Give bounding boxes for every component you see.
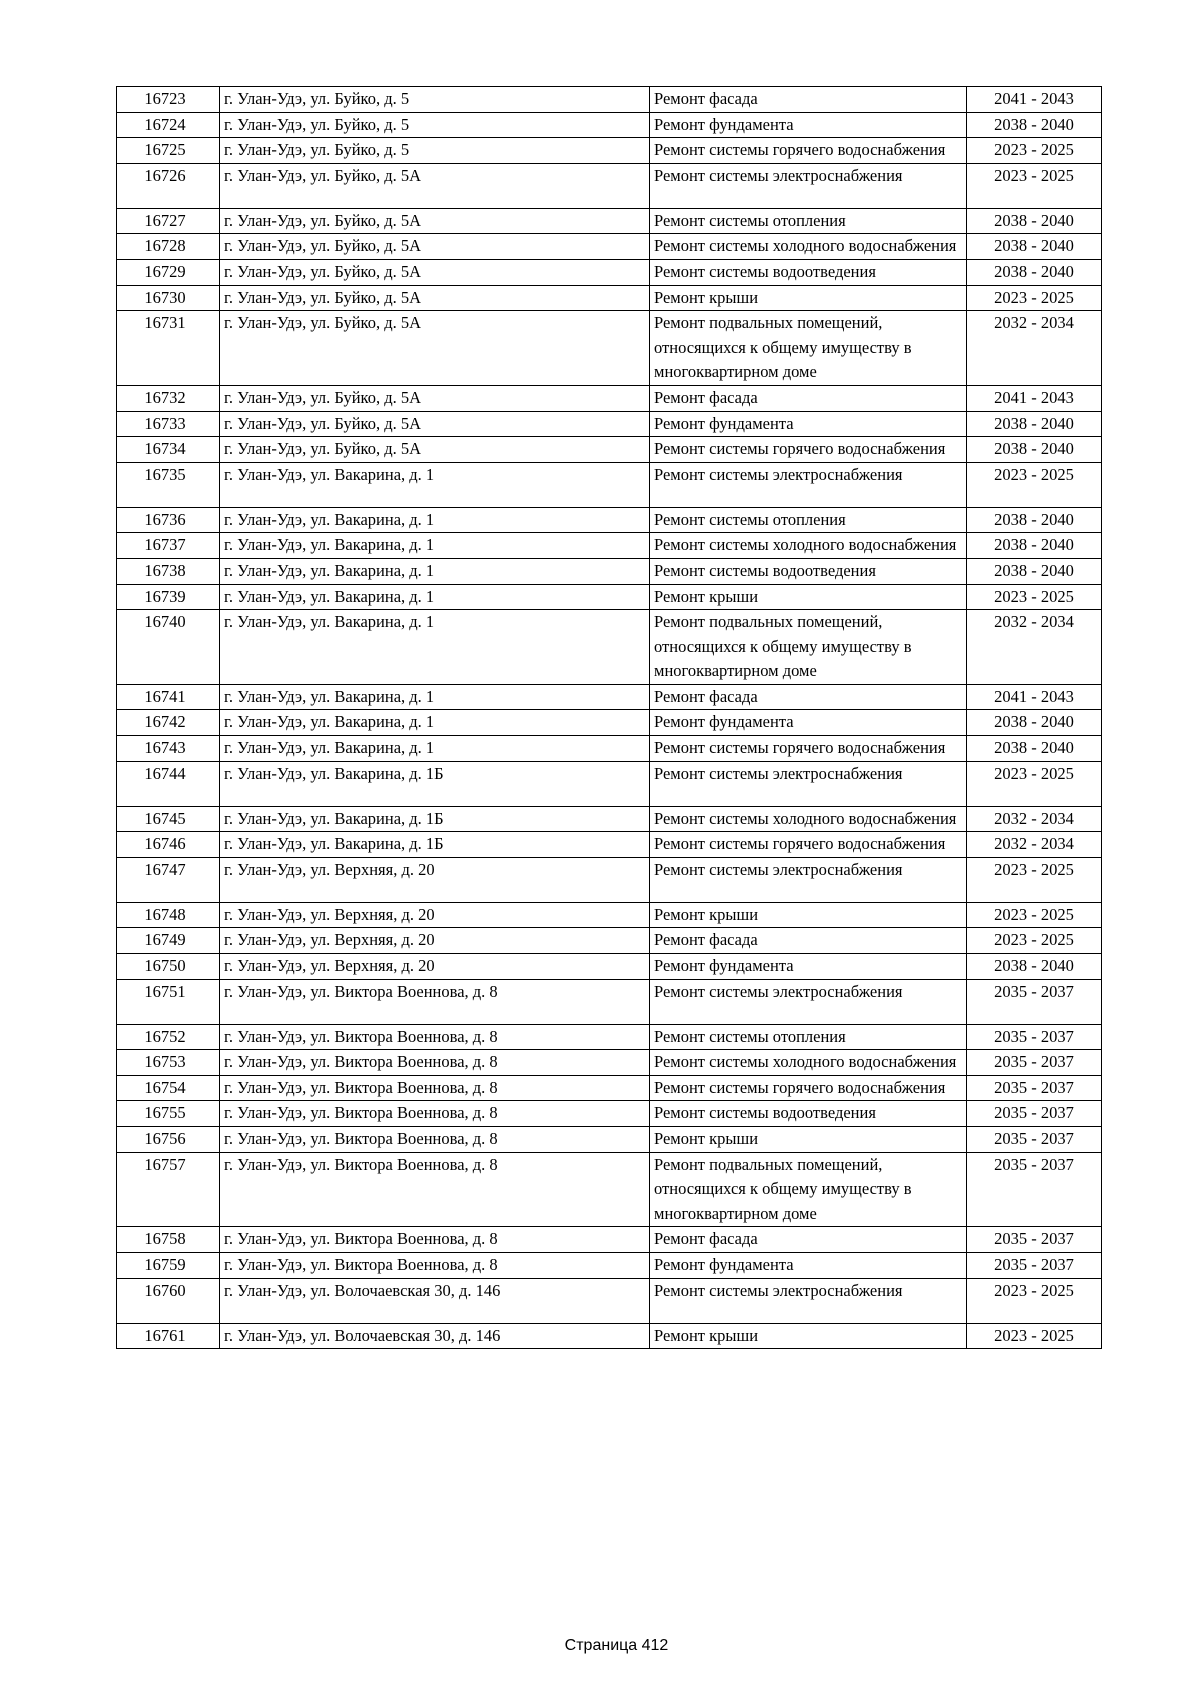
period-cell: 2023 - 2025 bbox=[967, 584, 1102, 610]
period-cell: 2041 - 2043 bbox=[967, 684, 1102, 710]
period-cell: 2035 - 2037 bbox=[967, 979, 1102, 1024]
work-type-cell: Ремонт подвальных помещений, относящихся к общему имуществу в многоквартирном доме bbox=[650, 610, 967, 685]
address-cell: г. Улан-Удэ, ул. Верхняя, д. 20 bbox=[220, 954, 650, 980]
work-type-cell: Ремонт системы холодного водоснабжения bbox=[650, 234, 967, 260]
address-cell: г. Улан-Удэ, ул. Вакарина, д. 1 bbox=[220, 533, 650, 559]
work-type-cell: Ремонт фундамента bbox=[650, 710, 967, 736]
table-row bbox=[117, 437, 1102, 463]
work-type-cell: Ремонт фасада bbox=[650, 385, 967, 411]
row-number: 16735 bbox=[117, 462, 220, 507]
address-cell: г. Улан-Удэ, ул. Верхняя, д. 20 bbox=[220, 902, 650, 928]
period-cell: 2035 - 2037 bbox=[967, 1075, 1102, 1101]
period-cell: 2038 - 2040 bbox=[967, 954, 1102, 980]
table-row bbox=[117, 1075, 1102, 1101]
row-number: 16759 bbox=[117, 1252, 220, 1278]
row-number: 16757 bbox=[117, 1152, 220, 1227]
table-row bbox=[117, 736, 1102, 762]
work-type-cell: Ремонт системы холодного водоснабжения bbox=[650, 533, 967, 559]
period-cell: 2038 - 2040 bbox=[967, 437, 1102, 463]
row-number: 16737 bbox=[117, 533, 220, 559]
address-cell: г. Улан-Удэ, ул. Верхняя, д. 20 bbox=[220, 857, 650, 902]
table-row bbox=[117, 1024, 1102, 1050]
work-type-cell: Ремонт крыши bbox=[650, 1127, 967, 1153]
table-row bbox=[117, 954, 1102, 980]
row-number: 16734 bbox=[117, 437, 220, 463]
table-row bbox=[117, 507, 1102, 533]
table-row bbox=[117, 979, 1102, 1024]
row-number: 16753 bbox=[117, 1050, 220, 1076]
work-type-cell: Ремонт системы холодного водоснабжения bbox=[650, 1050, 967, 1076]
period-cell: 2038 - 2040 bbox=[967, 259, 1102, 285]
period-cell: 2038 - 2040 bbox=[967, 710, 1102, 736]
period-cell: 2038 - 2040 bbox=[967, 411, 1102, 437]
table-row bbox=[117, 462, 1102, 507]
address-cell: г. Улан-Удэ, ул. Буйко, д. 5А bbox=[220, 411, 650, 437]
row-number: 16750 bbox=[117, 954, 220, 980]
table-row bbox=[117, 311, 1102, 386]
table-row bbox=[117, 234, 1102, 260]
work-type-cell: Ремонт системы горячего водоснабжения bbox=[650, 1075, 967, 1101]
address-cell: г. Улан-Удэ, ул. Виктора Военнова, д. 8 bbox=[220, 1152, 650, 1227]
address-cell: г. Улан-Удэ, ул. Волочаевская 30, д. 146 bbox=[220, 1323, 650, 1349]
table-row bbox=[117, 558, 1102, 584]
work-type-cell: Ремонт фундамента bbox=[650, 954, 967, 980]
work-type-cell: Ремонт системы электроснабжения bbox=[650, 979, 967, 1024]
period-cell: 2038 - 2040 bbox=[967, 112, 1102, 138]
period-cell: 2032 - 2034 bbox=[967, 610, 1102, 685]
address-cell: г. Улан-Удэ, ул. Буйко, д. 5 bbox=[220, 112, 650, 138]
table-row bbox=[117, 832, 1102, 858]
table-row bbox=[117, 1050, 1102, 1076]
row-number: 16747 bbox=[117, 857, 220, 902]
table-row bbox=[117, 857, 1102, 902]
period-cell: 2023 - 2025 bbox=[967, 462, 1102, 507]
period-cell: 2023 - 2025 bbox=[967, 857, 1102, 902]
row-number: 16728 bbox=[117, 234, 220, 260]
address-cell: г. Улан-Удэ, ул. Буйко, д. 5А bbox=[220, 208, 650, 234]
period-cell: 2023 - 2025 bbox=[967, 163, 1102, 208]
period-cell: 2035 - 2037 bbox=[967, 1152, 1102, 1227]
work-type-cell: Ремонт системы электроснабжения bbox=[650, 163, 967, 208]
work-type-cell: Ремонт крыши bbox=[650, 902, 967, 928]
address-cell: г. Улан-Удэ, ул. Вакарина, д. 1 bbox=[220, 736, 650, 762]
work-type-cell: Ремонт крыши bbox=[650, 584, 967, 610]
address-cell: г. Улан-Удэ, ул. Буйко, д. 5А bbox=[220, 437, 650, 463]
work-type-cell: Ремонт системы электроснабжения bbox=[650, 761, 967, 806]
address-cell: г. Улан-Удэ, ул. Виктора Военнова, д. 8 bbox=[220, 1127, 650, 1153]
table-row bbox=[117, 1227, 1102, 1253]
address-cell: г. Улан-Удэ, ул. Буйко, д. 5А bbox=[220, 259, 650, 285]
period-cell: 2035 - 2037 bbox=[967, 1127, 1102, 1153]
page-number: Страница 412 bbox=[564, 1637, 669, 1654]
table-row bbox=[117, 138, 1102, 164]
table-row bbox=[117, 761, 1102, 806]
table-row bbox=[117, 1278, 1102, 1323]
table-row bbox=[117, 208, 1102, 234]
row-number: 16746 bbox=[117, 832, 220, 858]
address-cell: г. Улан-Удэ, ул. Виктора Военнова, д. 8 bbox=[220, 1075, 650, 1101]
row-number: 16760 bbox=[117, 1278, 220, 1323]
table-row bbox=[117, 1127, 1102, 1153]
work-type-cell: Ремонт системы отопления bbox=[650, 507, 967, 533]
address-cell: г. Улан-Удэ, ул. Вакарина, д. 1 bbox=[220, 584, 650, 610]
row-number: 16755 bbox=[117, 1101, 220, 1127]
table-row bbox=[117, 533, 1102, 559]
table-row bbox=[117, 259, 1102, 285]
row-number: 16738 bbox=[117, 558, 220, 584]
work-type-cell: Ремонт системы горячего водоснабжения bbox=[650, 437, 967, 463]
table-row bbox=[117, 610, 1102, 685]
row-number: 16733 bbox=[117, 411, 220, 437]
row-number: 16731 bbox=[117, 311, 220, 386]
period-cell: 2023 - 2025 bbox=[967, 1323, 1102, 1349]
row-number: 16723 bbox=[117, 87, 220, 113]
work-type-cell: Ремонт системы электроснабжения bbox=[650, 462, 967, 507]
work-type-cell: Ремонт фасада bbox=[650, 684, 967, 710]
table-row bbox=[117, 1101, 1102, 1127]
address-cell: г. Улан-Удэ, ул. Виктора Военнова, д. 8 bbox=[220, 1252, 650, 1278]
table-row bbox=[117, 112, 1102, 138]
work-type-cell: Ремонт фасада bbox=[650, 1227, 967, 1253]
period-cell: 2023 - 2025 bbox=[967, 1278, 1102, 1323]
address-cell: г. Улан-Удэ, ул. Вакарина, д. 1 bbox=[220, 558, 650, 584]
row-number: 16743 bbox=[117, 736, 220, 762]
table-row bbox=[117, 928, 1102, 954]
address-cell: г. Улан-Удэ, ул. Вакарина, д. 1Б bbox=[220, 832, 650, 858]
table-row bbox=[117, 806, 1102, 832]
address-cell: г. Улан-Удэ, ул. Виктора Военнова, д. 8 bbox=[220, 1050, 650, 1076]
work-type-cell: Ремонт системы холодного водоснабжения bbox=[650, 806, 967, 832]
table-row bbox=[117, 1152, 1102, 1227]
row-number: 16724 bbox=[117, 112, 220, 138]
period-cell: 2035 - 2037 bbox=[967, 1050, 1102, 1076]
address-cell: г. Улан-Удэ, ул. Виктора Военнова, д. 8 bbox=[220, 1227, 650, 1253]
work-type-cell: Ремонт крыши bbox=[650, 1323, 967, 1349]
table-row bbox=[117, 584, 1102, 610]
row-number: 16740 bbox=[117, 610, 220, 685]
work-type-cell: Ремонт фасада bbox=[650, 87, 967, 113]
period-cell: 2023 - 2025 bbox=[967, 138, 1102, 164]
address-cell: г. Улан-Удэ, ул. Виктора Военнова, д. 8 bbox=[220, 1024, 650, 1050]
address-cell: г. Улан-Удэ, ул. Вакарина, д. 1 bbox=[220, 507, 650, 533]
row-number: 16754 bbox=[117, 1075, 220, 1101]
address-cell: г. Улан-Удэ, ул. Буйко, д. 5А bbox=[220, 311, 650, 386]
row-number: 16726 bbox=[117, 163, 220, 208]
address-cell: г. Улан-Удэ, ул. Вакарина, д. 1Б bbox=[220, 761, 650, 806]
address-cell: г. Улан-Удэ, ул. Вакарина, д. 1Б bbox=[220, 806, 650, 832]
work-type-cell: Ремонт системы горячего водоснабжения bbox=[650, 138, 967, 164]
work-type-cell: Ремонт подвальных помещений, относящихся к общему имуществу в многоквартирном доме bbox=[650, 1152, 967, 1227]
table-row bbox=[117, 1252, 1102, 1278]
row-number: 16748 bbox=[117, 902, 220, 928]
table-row bbox=[117, 902, 1102, 928]
work-type-cell: Ремонт крыши bbox=[650, 285, 967, 311]
period-cell: 2023 - 2025 bbox=[967, 761, 1102, 806]
work-type-cell: Ремонт системы горячего водоснабжения bbox=[650, 736, 967, 762]
address-cell: г. Улан-Удэ, ул. Виктора Военнова, д. 8 bbox=[220, 1101, 650, 1127]
period-cell: 2038 - 2040 bbox=[967, 234, 1102, 260]
row-number: 16736 bbox=[117, 507, 220, 533]
period-cell: 2023 - 2025 bbox=[967, 902, 1102, 928]
period-cell: 2038 - 2040 bbox=[967, 558, 1102, 584]
table-row bbox=[117, 163, 1102, 208]
period-cell: 2032 - 2034 bbox=[967, 311, 1102, 386]
period-cell: 2032 - 2034 bbox=[967, 832, 1102, 858]
period-cell: 2041 - 2043 bbox=[967, 385, 1102, 411]
period-cell: 2023 - 2025 bbox=[967, 285, 1102, 311]
row-number: 16727 bbox=[117, 208, 220, 234]
table-row bbox=[117, 1323, 1102, 1349]
address-cell: г. Улан-Удэ, ул. Вакарина, д. 1 bbox=[220, 710, 650, 736]
work-type-cell: Ремонт фундамента bbox=[650, 1252, 967, 1278]
work-type-cell: Ремонт фасада bbox=[650, 928, 967, 954]
row-number: 16758 bbox=[117, 1227, 220, 1253]
work-type-cell: Ремонт системы электроснабжения bbox=[650, 857, 967, 902]
row-number: 16751 bbox=[117, 979, 220, 1024]
row-number: 16752 bbox=[117, 1024, 220, 1050]
period-cell: 2038 - 2040 bbox=[967, 736, 1102, 762]
table-row bbox=[117, 285, 1102, 311]
address-cell: г. Улан-Удэ, ул. Волочаевская 30, д. 146 bbox=[220, 1278, 650, 1323]
row-number: 16732 bbox=[117, 385, 220, 411]
row-number: 16729 bbox=[117, 259, 220, 285]
row-number: 16749 bbox=[117, 928, 220, 954]
address-cell: г. Улан-Удэ, ул. Буйко, д. 5А bbox=[220, 385, 650, 411]
row-number: 16756 bbox=[117, 1127, 220, 1153]
period-cell: 2035 - 2037 bbox=[967, 1101, 1102, 1127]
period-cell: 2035 - 2037 bbox=[967, 1252, 1102, 1278]
row-number: 16730 bbox=[117, 285, 220, 311]
row-number: 16741 bbox=[117, 684, 220, 710]
address-cell: г. Улан-Удэ, ул. Буйко, д. 5 bbox=[220, 138, 650, 164]
period-cell: 2038 - 2040 bbox=[967, 507, 1102, 533]
address-cell: г. Улан-Удэ, ул. Буйко, д. 5 bbox=[220, 87, 650, 113]
work-type-cell: Ремонт фундамента bbox=[650, 112, 967, 138]
work-type-cell: Ремонт подвальных помещений, относящихся к общему имуществу в многоквартирном доме bbox=[650, 311, 967, 386]
row-number: 16744 bbox=[117, 761, 220, 806]
row-number: 16725 bbox=[117, 138, 220, 164]
period-cell: 2038 - 2040 bbox=[967, 208, 1102, 234]
work-type-cell: Ремонт системы горячего водоснабжения bbox=[650, 832, 967, 858]
period-cell: 2041 - 2043 bbox=[967, 87, 1102, 113]
row-number: 16761 bbox=[117, 1323, 220, 1349]
row-number: 16745 bbox=[117, 806, 220, 832]
work-type-cell: Ремонт системы водоотведения bbox=[650, 1101, 967, 1127]
address-cell: г. Улан-Удэ, ул. Вакарина, д. 1 bbox=[220, 462, 650, 507]
work-type-cell: Ремонт системы отопления bbox=[650, 1024, 967, 1050]
address-cell: г. Улан-Удэ, ул. Вакарина, д. 1 bbox=[220, 684, 650, 710]
period-cell: 2035 - 2037 bbox=[967, 1024, 1102, 1050]
address-cell: г. Улан-Удэ, ул. Буйко, д. 5А bbox=[220, 234, 650, 260]
work-type-cell: Ремонт системы водоотведения bbox=[650, 558, 967, 584]
row-number: 16739 bbox=[117, 584, 220, 610]
table-row bbox=[117, 385, 1102, 411]
address-cell: г. Улан-Удэ, ул. Виктора Военнова, д. 8 bbox=[220, 979, 650, 1024]
work-type-cell: Ремонт фундамента bbox=[650, 411, 967, 437]
table-row bbox=[117, 87, 1102, 113]
table-row bbox=[117, 684, 1102, 710]
period-cell: 2032 - 2034 bbox=[967, 806, 1102, 832]
address-cell: г. Улан-Удэ, ул. Буйко, д. 5А bbox=[220, 285, 650, 311]
period-cell: 2035 - 2037 bbox=[967, 1227, 1102, 1253]
period-cell: 2023 - 2025 bbox=[967, 928, 1102, 954]
row-number: 16742 bbox=[117, 710, 220, 736]
work-type-cell: Ремонт системы отопления bbox=[650, 208, 967, 234]
repair-schedule-table bbox=[116, 86, 1102, 1349]
table-body bbox=[117, 87, 1102, 1349]
table-row bbox=[117, 710, 1102, 736]
address-cell: г. Улан-Удэ, ул. Верхняя, д. 20 bbox=[220, 928, 650, 954]
period-cell: 2038 - 2040 bbox=[967, 533, 1102, 559]
work-type-cell: Ремонт системы электроснабжения bbox=[650, 1278, 967, 1323]
address-cell: г. Улан-Удэ, ул. Буйко, д. 5А bbox=[220, 163, 650, 208]
table-row bbox=[117, 411, 1102, 437]
address-cell: г. Улан-Удэ, ул. Вакарина, д. 1 bbox=[220, 610, 650, 685]
work-type-cell: Ремонт системы водоотведения bbox=[650, 259, 967, 285]
